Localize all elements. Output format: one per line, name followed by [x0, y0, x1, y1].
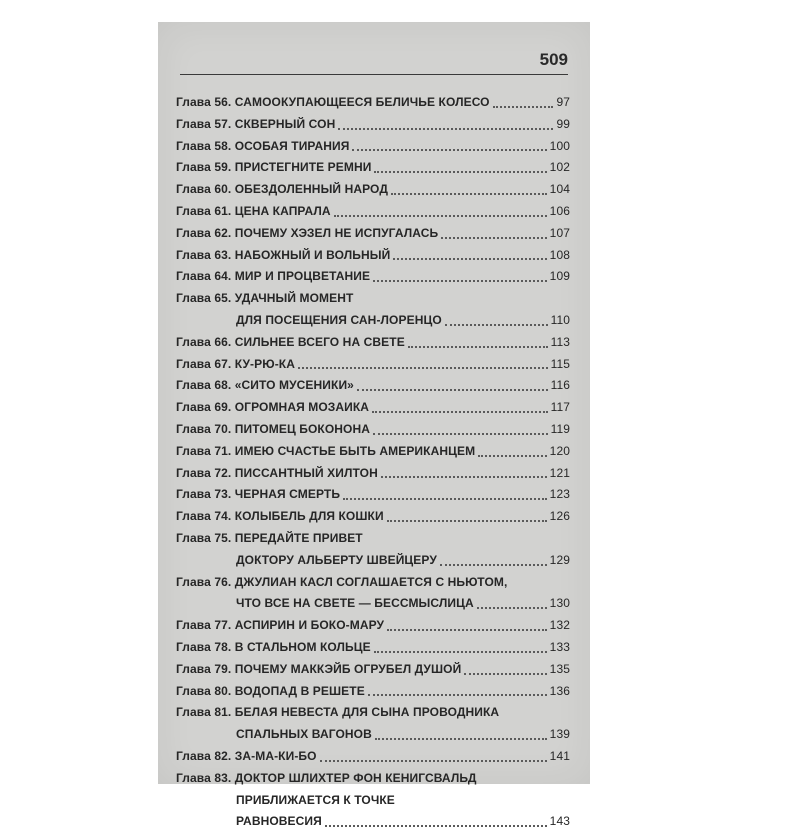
toc-entry-title: Глава 81. БЕЛАЯ НЕВЕСТА ДЛЯ СЫНА ПРОВОДНИКА	[176, 705, 500, 720]
toc-entry	[176, 332, 570, 354]
toc-entry-title: ПРИБЛИЖАЕТСЯ К ТОЧКЕ	[236, 792, 395, 807]
dot-leader	[445, 324, 548, 326]
toc-line	[176, 550, 570, 572]
toc-entry-title: Глава 72. ПИССАНТНЫЙ ХИЛТОН	[176, 465, 378, 480]
toc-page-number: 102	[549, 160, 570, 175]
toc-page-number: 110	[550, 312, 570, 327]
table-of-contents	[176, 92, 570, 833]
toc-entry	[176, 637, 570, 659]
toc-entry	[176, 375, 570, 397]
toc-line	[176, 310, 570, 332]
toc-entry-title: Глава 80. ВОДОПАД В РЕШЕТЕ	[176, 683, 365, 698]
dot-leader	[440, 564, 547, 566]
toc-entry-title: Глава 78. В СТАЛЬНОМ КОЛЬЦЕ	[176, 639, 371, 654]
dot-leader	[368, 694, 547, 696]
toc-entry	[176, 681, 570, 703]
toc-entry	[176, 92, 570, 114]
toc-line	[176, 354, 570, 376]
toc-entry	[176, 136, 570, 158]
dot-leader	[387, 629, 547, 631]
toc-line	[176, 397, 570, 419]
toc-page-number: 107	[549, 225, 570, 240]
toc-page-number: 135	[549, 661, 570, 676]
toc-line	[176, 790, 570, 812]
toc-entry-title: Глава 71. ИМЕЮ СЧАСТЬЕ БЫТЬ АМЕРИКАНЦЕМ	[176, 443, 476, 458]
dot-leader	[320, 760, 547, 762]
toc-line	[176, 245, 570, 267]
toc-entry-title: Глава 83. ДОКТОР ШЛИХТЕР ФОН КЕНИГСВАЛЬД	[176, 770, 477, 785]
dot-leader	[391, 193, 547, 195]
toc-line	[176, 463, 570, 485]
toc-line	[176, 811, 570, 833]
toc-page-number: 141	[549, 748, 570, 763]
toc-entry-title: Глава 75. ПЕРЕДАЙТЕ ПРИВЕТ	[176, 530, 363, 545]
toc-entry-title: Глава 65. УДАЧНЫЙ МОМЕНТ	[176, 291, 354, 306]
toc-entry	[176, 354, 570, 376]
dot-leader	[478, 455, 546, 457]
toc-line	[176, 288, 570, 310]
dot-leader	[408, 346, 548, 348]
toc-line	[176, 681, 570, 703]
toc-page-number: 109	[549, 269, 570, 284]
toc-page-number: 139	[549, 727, 570, 742]
dot-leader	[493, 106, 554, 108]
toc-line	[176, 615, 570, 637]
dot-leader	[334, 215, 547, 217]
book-page	[158, 22, 590, 829]
header-rule	[180, 74, 568, 75]
toc-entry-title: Глава 68. «СИТО МУСЕНИКИ»	[176, 378, 354, 393]
toc-entry	[176, 506, 570, 528]
toc-entry	[176, 528, 570, 572]
toc-entry-title: Глава 56. САМООКУПАЮЩЕЕСЯ БЕЛИЧЬЕ КОЛЕСО	[176, 95, 490, 109]
toc-line	[176, 157, 570, 179]
toc-page-number: 115	[550, 356, 570, 371]
toc-page-number: 108	[549, 247, 570, 262]
dot-leader	[338, 128, 553, 130]
toc-entry	[176, 114, 570, 136]
dot-leader	[393, 258, 546, 260]
dot-leader	[464, 673, 546, 675]
toc-page-number: 129	[549, 552, 570, 567]
toc-entry-title: Глава 76. ДЖУЛИАН КАСЛ СОГЛАШАЕТСЯ С НЬЮТОМ,	[176, 574, 508, 589]
toc-line	[176, 724, 570, 746]
toc-entry	[176, 201, 570, 223]
toc-entry-title: Глава 61. ЦЕНА КАПРАЛА	[176, 203, 331, 218]
toc-entry-title: Глава 73. ЧЕРНАЯ СМЕРТЬ	[176, 487, 341, 502]
toc-line	[176, 746, 570, 768]
toc-page-number: 143	[549, 814, 570, 829]
toc-page-number: 117	[550, 400, 570, 415]
toc-entry	[176, 463, 570, 485]
toc-page-number: 136	[549, 683, 570, 698]
toc-entry	[176, 266, 570, 288]
toc-line	[176, 528, 570, 550]
toc-page-number: 113	[550, 334, 570, 349]
toc-line	[176, 136, 570, 158]
toc-page-number: 104	[549, 182, 570, 197]
toc-line	[176, 484, 570, 506]
toc-entry	[176, 157, 570, 179]
toc-entry-title: Глава 67. КУ-РЮ-КА	[176, 356, 295, 371]
toc-line	[176, 179, 570, 201]
toc-entry	[176, 746, 570, 768]
toc-page-number: 126	[549, 509, 570, 524]
dot-leader	[387, 520, 547, 522]
dot-leader	[343, 498, 547, 500]
toc-line	[176, 659, 570, 681]
toc-entry-title: Глава 77. АСПИРИН И БОКО-МАРУ	[176, 618, 385, 633]
toc-entry	[176, 702, 570, 746]
toc-entry-title: Глава 58. ОСОБАЯ ТИРАНИЯ	[176, 138, 350, 153]
dot-leader	[375, 738, 547, 740]
page-number: 509	[539, 50, 568, 69]
toc-entry-title: Глава 60. ОБЕЗДОЛЕННЫЙ НАРОД	[176, 182, 388, 197]
toc-line	[176, 593, 570, 615]
toc-entry-title: Глава 62. ПОЧЕМУ ХЭЗЕЛ НЕ ИСПУГАЛАСЬ	[176, 225, 439, 240]
dot-leader	[381, 476, 547, 478]
toc-entry	[176, 441, 570, 463]
toc-page-number: 99	[556, 116, 570, 131]
toc-page-number: 116	[550, 378, 570, 393]
toc-line	[176, 92, 570, 114]
toc-page-number: 97	[556, 95, 570, 109]
dot-leader	[441, 237, 546, 239]
dot-leader	[373, 433, 548, 435]
toc-entry	[176, 484, 570, 506]
toc-line	[176, 637, 570, 659]
toc-entry-title: Глава 74. КОЛЫБЕЛЬ ДЛЯ КОШКИ	[176, 509, 384, 524]
toc-line	[176, 441, 570, 463]
toc-entry	[176, 245, 570, 267]
toc-entry-title: ДЛЯ ПОСЕЩЕНИЯ САН-ЛОРЕНЦО	[236, 312, 442, 327]
toc-page-number: 121	[549, 465, 570, 480]
toc-entry	[176, 615, 570, 637]
toc-line	[176, 332, 570, 354]
toc-page-number: 132	[549, 618, 570, 633]
toc-entry	[176, 659, 570, 681]
toc-entry-title: Глава 59. ПРИСТЕГНИТЕ РЕМНИ	[176, 160, 372, 175]
toc-line	[176, 266, 570, 288]
dot-leader	[352, 149, 546, 151]
toc-entry-title: РАВНОВЕСИЯ	[236, 814, 322, 829]
toc-entry-title: СПАЛЬНЫХ ВАГОНОВ	[236, 727, 372, 742]
toc-entry-title: Глава 69. ОГРОМНАЯ МОЗАИКА	[176, 400, 370, 415]
dot-leader	[374, 171, 546, 173]
toc-line	[176, 201, 570, 223]
toc-line	[176, 419, 570, 441]
toc-entry	[176, 397, 570, 419]
toc-entry-title: Глава 79. ПОЧЕМУ МАККЭЙБ ОГРУБЕЛ ДУШОЙ	[176, 661, 462, 676]
toc-line	[176, 506, 570, 528]
toc-entry-title: Глава 64. МИР И ПРОЦВЕТАНИЕ	[176, 269, 371, 284]
toc-line	[176, 702, 570, 724]
toc-page-number: 130	[549, 596, 570, 611]
dot-leader	[298, 367, 548, 369]
toc-entry	[176, 572, 570, 616]
dot-leader	[325, 825, 547, 827]
dot-leader	[372, 411, 547, 413]
toc-entry-title: Глава 57. СКВЕРНЫЙ СОН	[176, 116, 336, 131]
toc-entry-title: Глава 66. СИЛЬНЕЕ ВСЕГО НА СВЕТЕ	[176, 334, 405, 349]
toc-page-number: 120	[549, 443, 570, 458]
toc-page-number: 133	[549, 639, 570, 654]
toc-entry	[176, 288, 570, 332]
toc-entry-title: Глава 70. ПИТОМЕЦ БОКОНОНА	[176, 421, 371, 436]
toc-entry	[176, 179, 570, 201]
toc-entry	[176, 419, 570, 441]
toc-entry-title: Глава 63. НАБОЖНЫЙ И ВОЛЬНЫЙ	[176, 247, 391, 262]
toc-line	[176, 572, 570, 594]
toc-entry-title: Глава 82. ЗА-МА-КИ-БО	[176, 748, 317, 763]
toc-line	[176, 114, 570, 136]
dot-leader	[477, 607, 547, 609]
toc-entry	[176, 768, 570, 833]
toc-entry	[176, 223, 570, 245]
dot-leader	[357, 389, 548, 391]
toc-page-number: 100	[549, 138, 570, 153]
dot-leader	[373, 280, 547, 282]
toc-line	[176, 768, 570, 790]
toc-page-number: 119	[550, 421, 570, 436]
toc-page-number: 123	[549, 487, 570, 502]
toc-line	[176, 223, 570, 245]
dot-leader	[374, 651, 547, 653]
toc-entry-title: ЧТО ВСЕ НА СВЕТЕ — БЕССМЫСЛИЦА	[236, 596, 474, 611]
toc-entry-title: ДОКТОРУ АЛЬБЕРТУ ШВЕЙЦЕРУ	[236, 552, 437, 567]
toc-page-number: 106	[549, 203, 570, 218]
toc-line	[176, 375, 570, 397]
